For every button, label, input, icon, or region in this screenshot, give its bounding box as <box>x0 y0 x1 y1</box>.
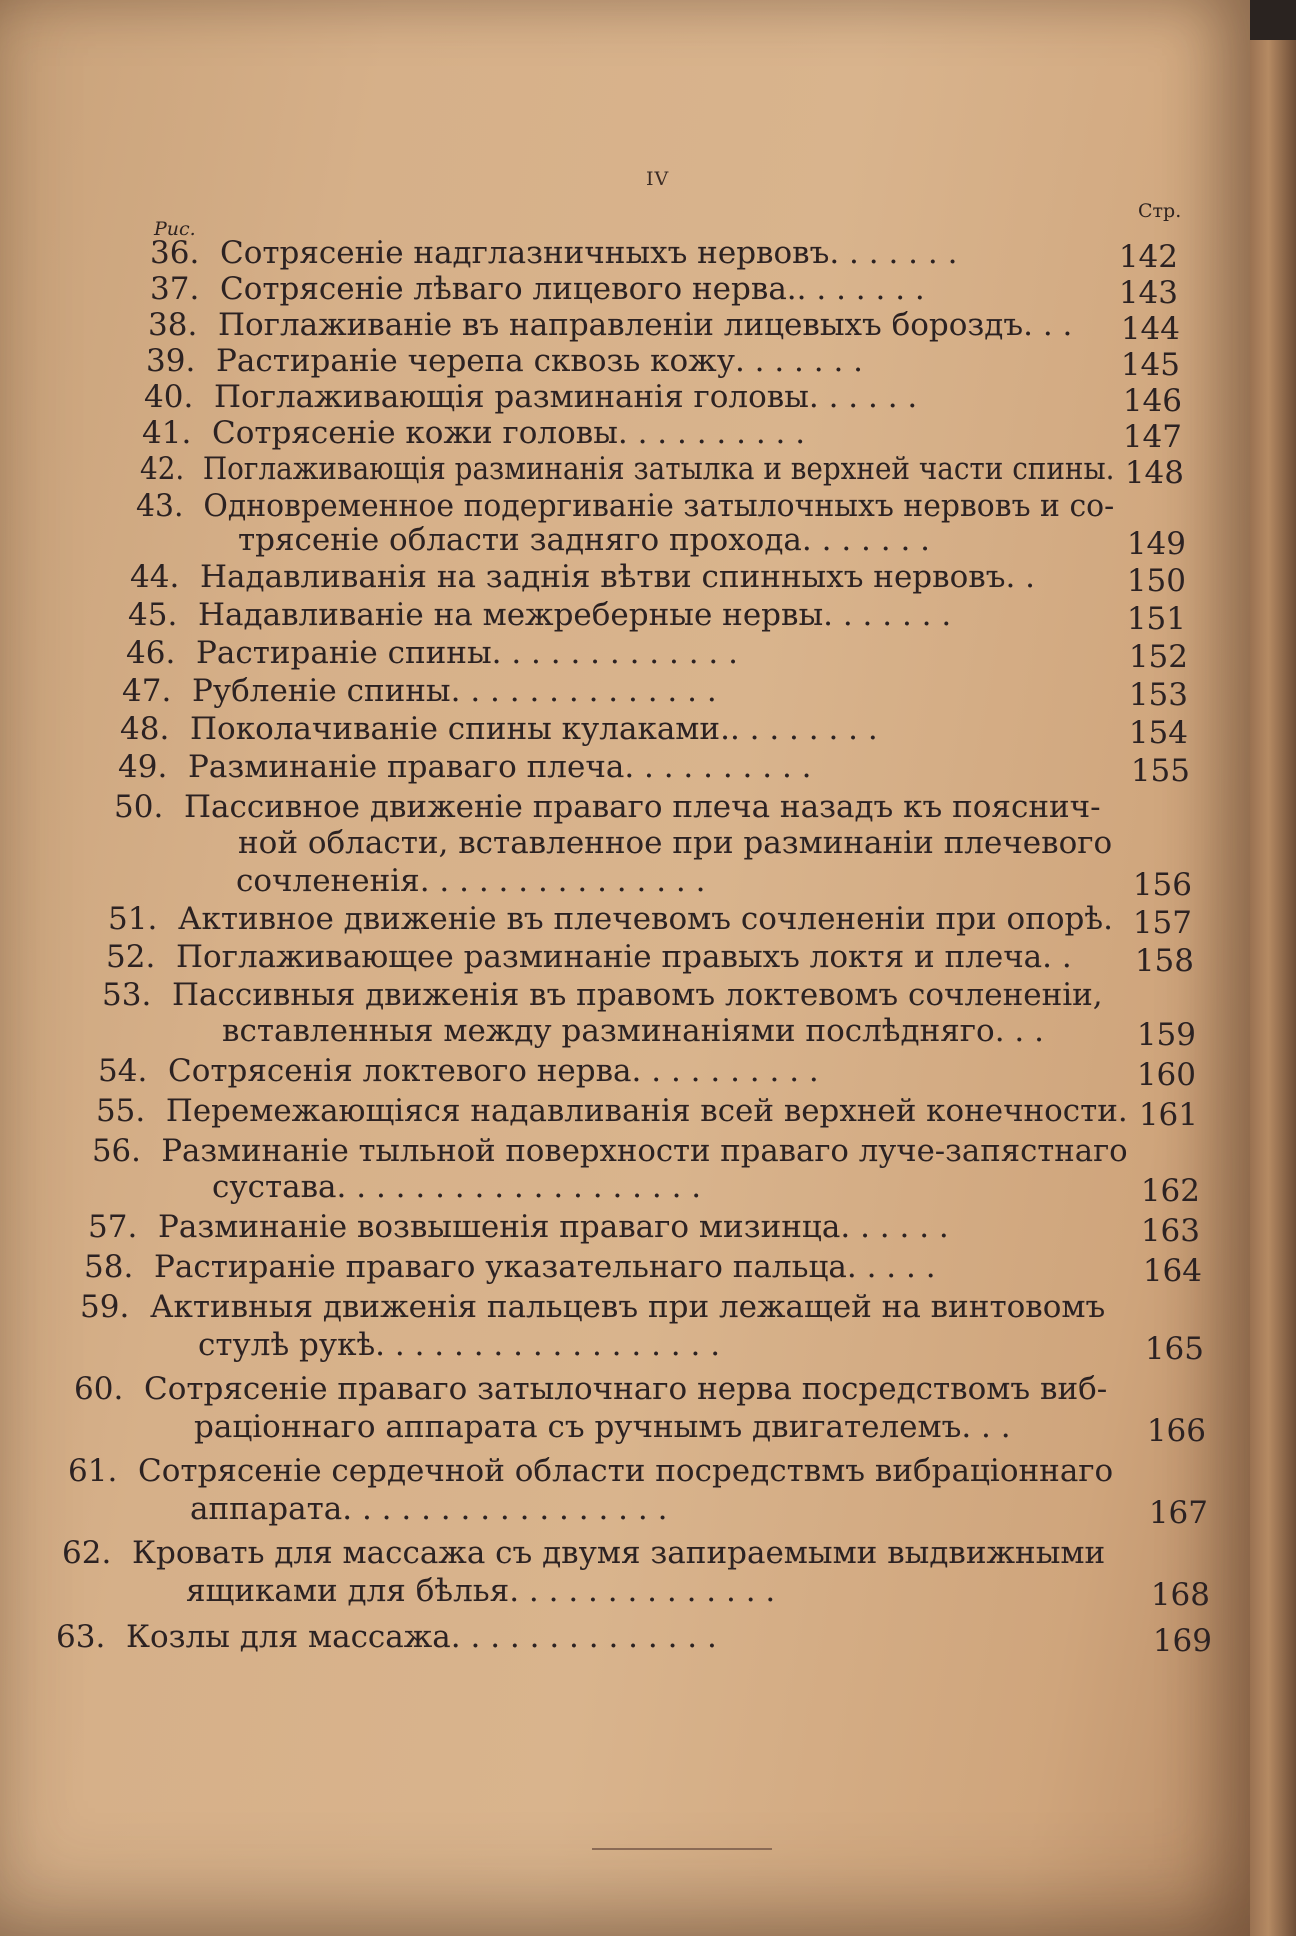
page-ref: 145 <box>1120 347 1180 383</box>
figure-caption: Надавливаніе на межреберные нервы <box>198 597 824 633</box>
page-ref: 156 <box>1132 867 1192 903</box>
figure-number: 43. <box>136 488 184 524</box>
figure-number: 49. <box>118 749 168 785</box>
leader-dots: . . . . . . . . . . . . . . . . . <box>342 1491 668 1527</box>
page-ref: 163 <box>1140 1213 1200 1249</box>
figure-number: 39. <box>146 343 196 379</box>
leader-dots: . . . . . . . . . . . . . . . . . . . <box>336 1169 702 1205</box>
figure-number: 44. <box>130 559 180 595</box>
leader-dots: . . . . . . . . . . <box>624 749 812 785</box>
leader-dots: . . . . . . . <box>796 271 925 307</box>
page-ref: 159 <box>1136 1017 1196 1053</box>
page-ref: 162 <box>1140 1173 1200 1209</box>
figure-caption: Поглаживающія разминанія затылка и верхней части спины. <box>202 451 1115 487</box>
figure-number: 36. <box>150 235 200 271</box>
page-ref: 150 <box>1126 563 1186 599</box>
figure-caption: Разминаніе возвышенія праваго мизинца <box>158 1209 841 1245</box>
figure-number: 52. <box>106 939 156 975</box>
figure-number: 40. <box>144 379 194 415</box>
figure-number: 47. <box>122 673 172 709</box>
page-ref: 153 <box>1128 677 1188 713</box>
leader-dots: . . . . . . . . . . . . . . <box>450 673 717 709</box>
figure-entry <box>136 489 1114 523</box>
figure-entry <box>236 864 705 898</box>
leader-dots: . . . . . <box>846 1249 936 1285</box>
page-ref: 152 <box>1128 639 1188 675</box>
figure-entry <box>56 1620 717 1654</box>
figure-caption: Козлы для массажа <box>126 1619 451 1655</box>
figure-entry <box>198 1328 720 1362</box>
figure-entry <box>98 1054 819 1088</box>
figure-entry <box>74 1372 1107 1406</box>
figure-entry <box>190 1492 667 1526</box>
figure-number: 51. <box>108 901 158 937</box>
divider-rule <box>592 1848 772 1850</box>
leader-dots: . . . . . . . . . . . . . . <box>450 1619 717 1655</box>
figure-entry <box>102 978 1103 1012</box>
figure-entry <box>80 1290 1105 1324</box>
figure-entry <box>144 380 917 414</box>
figure-entry <box>150 272 925 306</box>
figure-entry <box>108 902 1113 936</box>
leader-dots: . . . . . . <box>840 1209 949 1245</box>
figure-caption: Сотрясеніе сердечной области посредствмъ вибраціоннаго <box>138 1453 1114 1489</box>
figure-caption: Поглаживающее разминаніе правыхъ локтя и плеча <box>176 939 1043 975</box>
leader-dots: . . . <box>994 1013 1044 1049</box>
figure-entry <box>106 940 1072 974</box>
figure-number: 59. <box>80 1289 130 1325</box>
page-ref: 147 <box>1122 419 1182 455</box>
figure-caption: Сотрясеніе лѣваго лицевого нерва. <box>220 271 797 307</box>
figure-entry <box>146 344 863 378</box>
page-ref: 167 <box>1148 1495 1208 1531</box>
figure-entry <box>148 308 1072 342</box>
leader-dots: . . . . . . . <box>801 522 931 558</box>
figure-caption: стулѣ рукѣ <box>198 1327 376 1363</box>
page-ref: 146 <box>1122 383 1182 419</box>
page-ref: 165 <box>1144 1331 1204 1367</box>
figure-caption: Разминаніе тыльной поверхности праваго луче-запястнаго <box>161 1133 1128 1169</box>
page-ref: 169 <box>1152 1623 1212 1659</box>
leader-dots: . . . . . . . . . . <box>617 415 806 451</box>
figure-caption: Активное движеніе въ плечевомъ сочлененіи при опорѣ <box>178 901 1104 937</box>
page-ref: 155 <box>1130 753 1190 789</box>
figure-entry <box>68 1454 1113 1488</box>
figure-entry <box>126 636 738 670</box>
figure-entry <box>212 1170 701 1204</box>
page-ref: 142 <box>1118 239 1178 275</box>
figure-entry <box>186 1574 775 1608</box>
leader-dots: . . . . . . . <box>829 235 958 271</box>
page-ref: 148 <box>1124 455 1184 491</box>
leader-dots: . . . <box>1023 307 1073 343</box>
leader-dots: . . . . . . . . . . . . . . . . . . <box>375 1327 721 1363</box>
figure-number: 50. <box>114 789 164 825</box>
figure-caption: Сотрясеніе праваго затылочнаго нерва посредствомъ виб- <box>144 1371 1108 1407</box>
figure-caption: Растираніе черепа сквозь кожу <box>216 343 735 379</box>
page-ref: 161 <box>1138 1097 1198 1133</box>
figure-caption: Одновременное подергиваніе затылочныхъ нервовъ и со- <box>203 488 1115 524</box>
page-ref: 149 <box>1126 526 1186 562</box>
figure-caption: Поколачиваніе спины кулаками. <box>190 711 730 747</box>
figure-entry <box>84 1250 936 1284</box>
figure-caption: аппарата <box>190 1491 343 1527</box>
figure-caption: Сотрясеніе надглазничныхъ нервовъ <box>220 235 830 271</box>
page-ref: 164 <box>1142 1253 1202 1289</box>
figure-caption: сочлененія <box>236 863 420 899</box>
leader-dots: . . . . . . . . . . . . . . <box>509 1573 776 1609</box>
figure-number: 63. <box>56 1619 106 1655</box>
figure-entry <box>194 1410 1011 1444</box>
figure-entry <box>130 560 1035 594</box>
figure-number: 46. <box>126 635 176 671</box>
page-ref: 144 <box>1120 311 1180 347</box>
page-column-header: Стр. <box>1138 200 1182 222</box>
figure-entry <box>142 416 805 450</box>
leader-dots: . . . . . . . . . . <box>631 1053 819 1089</box>
page-edge <box>1250 40 1296 1936</box>
figure-caption: Растираніе спины <box>196 635 492 671</box>
figure-number: 61. <box>68 1453 118 1489</box>
figure-number: 38. <box>148 307 198 343</box>
figure-caption: Кровать для массажа съ двумя запираемыми выдвижными <box>132 1535 1106 1571</box>
page-number: IV <box>646 168 670 190</box>
figure-entry <box>92 1134 1128 1168</box>
figure-entry <box>120 712 878 746</box>
figure-caption: трясеніе области задняго прохода <box>238 522 802 558</box>
page-ref: 154 <box>1128 715 1188 751</box>
figure-caption: Рубленіе спины <box>192 673 451 709</box>
leader-dots: . . <box>1042 939 1072 975</box>
figure-number: 48. <box>120 711 170 747</box>
figure-entry <box>114 790 1101 824</box>
figure-caption: Активныя движенія пальцевъ при лежащей на винтовомъ <box>150 1289 1106 1325</box>
leader-dots: . . . . . . . <box>823 597 952 633</box>
figure-entry <box>122 674 717 708</box>
figure-caption: Поглаживаніе въ направленіи лицевыхъ бороздъ <box>218 307 1024 343</box>
figure-entry <box>96 1094 1128 1128</box>
figure-number: 55. <box>96 1093 146 1129</box>
figure-number: 45. <box>128 597 178 633</box>
figure-number: 54. <box>98 1053 148 1089</box>
figure-caption: Пассивныя движенія въ правомъ локтевомъ сочлененіи, <box>172 977 1103 1013</box>
figure-entry <box>62 1536 1105 1570</box>
page-ref: 151 <box>1126 601 1186 637</box>
page-ref: 166 <box>1146 1413 1206 1449</box>
leader-dots: . . <box>1005 559 1035 595</box>
figure-caption: Разминаніе праваго плеча <box>188 749 625 785</box>
page-ref: 158 <box>1134 943 1194 979</box>
figure-number: 56. <box>92 1133 141 1169</box>
figure-caption: Сотрясенія локтевого нерва <box>168 1053 632 1089</box>
figure-entry <box>88 1210 949 1244</box>
figure-caption: ной области, вставленное при разминаніи плечевого <box>238 825 1113 861</box>
figure-number: 58. <box>84 1249 134 1285</box>
leader-dots: . . . . . . . . . . . . . <box>491 635 738 671</box>
figure-entry <box>140 452 1114 486</box>
figure-number: 41. <box>142 415 192 451</box>
figure-number: 57. <box>88 1209 138 1245</box>
figure-caption: Растираніе праваго указательнаго пальца <box>154 1249 847 1285</box>
figure-caption: Надавливанія на заднія вѣтви спинныхъ нервовъ <box>200 559 1006 595</box>
figure-column-header: Рис. <box>154 218 196 240</box>
leader-dots: . . . . . . <box>808 379 918 415</box>
figure-caption: раціоннаго аппарата съ ручнымъ двигателемъ <box>194 1409 962 1445</box>
figure-caption: Пассивное движеніе праваго плеча назадъ къ пояснич- <box>184 789 1101 825</box>
figure-entry <box>150 236 957 270</box>
page-ref: 143 <box>1118 275 1178 311</box>
leader-dots: . . . . . . . . <box>729 711 878 747</box>
figure-number: 53. <box>102 977 152 1013</box>
figure-caption: вставленныя между разминаніями послѣдняго <box>222 1013 995 1049</box>
figure-caption: сустава <box>212 1169 337 1205</box>
figure-caption: ящиками для бѣлья <box>186 1573 510 1609</box>
figure-number: 62. <box>62 1535 112 1571</box>
leader-dots: . . . . . . . . . . . . . . . <box>419 863 706 899</box>
figure-entry <box>222 1014 1044 1048</box>
figure-caption: Перемежающіяся надавливанія всей верхней конечности. <box>165 1093 1128 1129</box>
leader-dots: . <box>1103 901 1113 937</box>
figure-entry <box>238 523 930 557</box>
figure-caption: Поглаживающія разминанія головы <box>214 379 809 415</box>
figure-entry <box>128 598 951 632</box>
page-ref: 160 <box>1136 1057 1196 1093</box>
leader-dots: . . . <box>961 1409 1011 1445</box>
leader-dots: . . . . . . . <box>734 343 864 379</box>
figure-entry <box>118 750 812 784</box>
page-ref: 168 <box>1150 1577 1210 1613</box>
figure-entry <box>238 826 1112 860</box>
figure-caption: Сотрясеніе кожи головы <box>212 415 618 451</box>
figure-number: 37. <box>150 271 200 307</box>
page-ref: 157 <box>1132 905 1192 941</box>
figure-number: 60. <box>74 1371 124 1407</box>
figure-number: 42. <box>140 451 185 487</box>
